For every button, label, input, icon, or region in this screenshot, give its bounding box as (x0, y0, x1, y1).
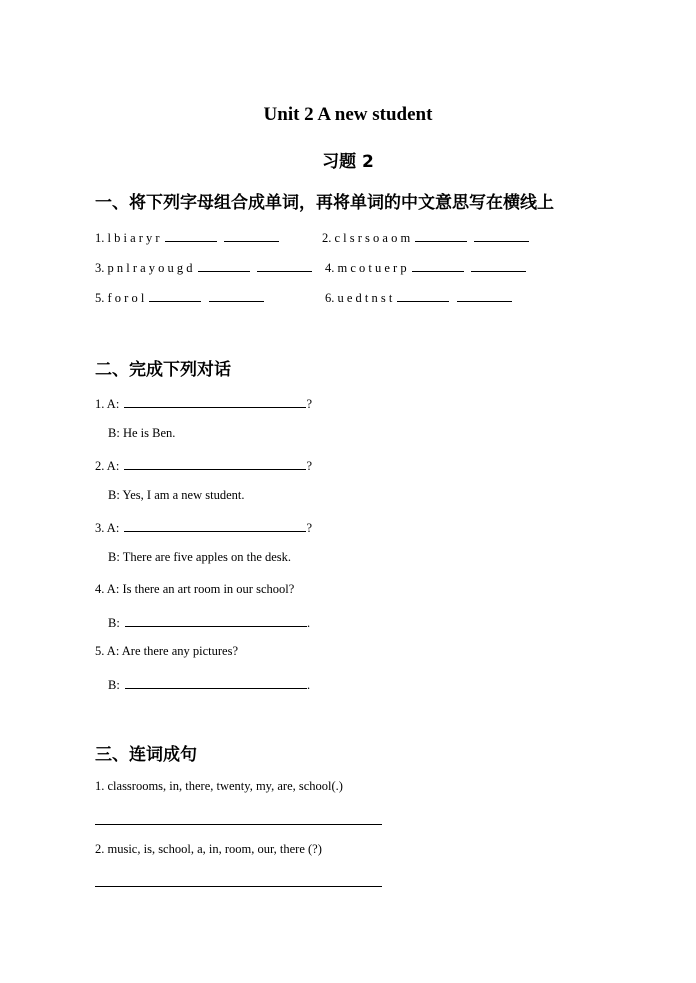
speaker-label: B: (108, 616, 120, 630)
speaker-label: B: (108, 550, 120, 564)
meaning-blank[interactable] (224, 228, 279, 242)
punctuation: . (306, 678, 311, 692)
scrambled-letters: 1. l b i a r y r (95, 231, 160, 245)
punctuation: ? (306, 397, 312, 411)
scrambled-letters: 4. m c o t u e r p (325, 261, 407, 275)
speaker-label: 2. A: (95, 459, 120, 473)
page-title: Unit 2 A new student (263, 104, 433, 125)
speaker-label: 1. A: (95, 397, 120, 411)
answer-text: He is Ben. (122, 426, 176, 440)
word-item-1 (95, 228, 279, 246)
scrambled-letters: 2. c l s r s o a o m (322, 231, 411, 245)
answer-blank[interactable] (165, 228, 217, 242)
question-text: Are there any pictures? (121, 644, 239, 658)
word-item-5 (95, 288, 264, 306)
answer-text: Yes, I am a new student. (122, 488, 245, 502)
speaker-label: 4. A: (95, 582, 120, 596)
punctuation: ? (306, 521, 312, 535)
dialog-5-question (95, 644, 238, 659)
answer-blank[interactable] (415, 228, 467, 242)
meaning-blank[interactable] (474, 228, 529, 242)
dialog-2-answer (108, 488, 244, 503)
word-item-2 (322, 228, 529, 246)
meaning-blank[interactable] (471, 258, 526, 272)
section1-heading: 一、将下列字母组合成单词，再将单词的中文意思写在横线上 (95, 193, 554, 213)
answer-blank[interactable] (149, 288, 201, 302)
dialog-2-question (95, 456, 312, 474)
sentence-item-1: 1. classrooms, in, there, twenty, my, are, school(.) (95, 779, 343, 793)
section3-heading: 三、连词成句 (95, 745, 197, 765)
dialog-1-answer (108, 426, 175, 441)
meaning-blank[interactable] (457, 288, 512, 302)
answer-blank[interactable] (412, 258, 464, 272)
sentence-item-2: 2. music, is, school, a, in, room, our, there (?) (95, 842, 322, 856)
page-subtitle: 习题 2 (322, 152, 374, 172)
answer-blank[interactable] (397, 288, 449, 302)
word-item-6 (325, 288, 512, 306)
speaker-label: B: (108, 678, 120, 692)
dialog-1-question (95, 394, 312, 412)
sentence-answer-line-1[interactable] (95, 824, 382, 825)
answer-blank[interactable] (125, 613, 307, 627)
word-item-4 (325, 258, 526, 276)
scrambled-letters: 5. f o r o l (95, 291, 145, 305)
dialog-3-question (95, 518, 312, 536)
punctuation: . (306, 616, 311, 630)
scrambled-letters: 3. p n l r a y o u g d (95, 261, 193, 275)
scrambled-letters: 6. u e d t n s t (325, 291, 393, 305)
speaker-label: B: (108, 426, 120, 440)
punctuation: ? (306, 459, 312, 473)
answer-blank[interactable] (125, 675, 307, 689)
sentence-answer-line-2[interactable] (95, 886, 382, 887)
dialog-4-answer (108, 613, 310, 631)
question-text: Is there an art room in our school? (122, 582, 295, 596)
section2-heading: 二、完成下列对话 (95, 360, 231, 380)
speaker-label: 3. A: (95, 521, 120, 535)
word-item-3 (95, 258, 312, 276)
dialog-5-answer (108, 675, 310, 693)
dialog-3-answer (108, 550, 291, 565)
meaning-blank[interactable] (257, 258, 312, 272)
speaker-label: B: (108, 488, 120, 502)
speaker-label: 5. A: (95, 644, 120, 658)
answer-blank[interactable] (198, 258, 250, 272)
answer-blank[interactable] (124, 394, 306, 408)
answer-text: There are five apples on the desk. (122, 550, 292, 564)
answer-blank[interactable] (124, 456, 306, 470)
answer-blank[interactable] (124, 518, 306, 532)
meaning-blank[interactable] (209, 288, 264, 302)
dialog-4-question (95, 582, 294, 597)
